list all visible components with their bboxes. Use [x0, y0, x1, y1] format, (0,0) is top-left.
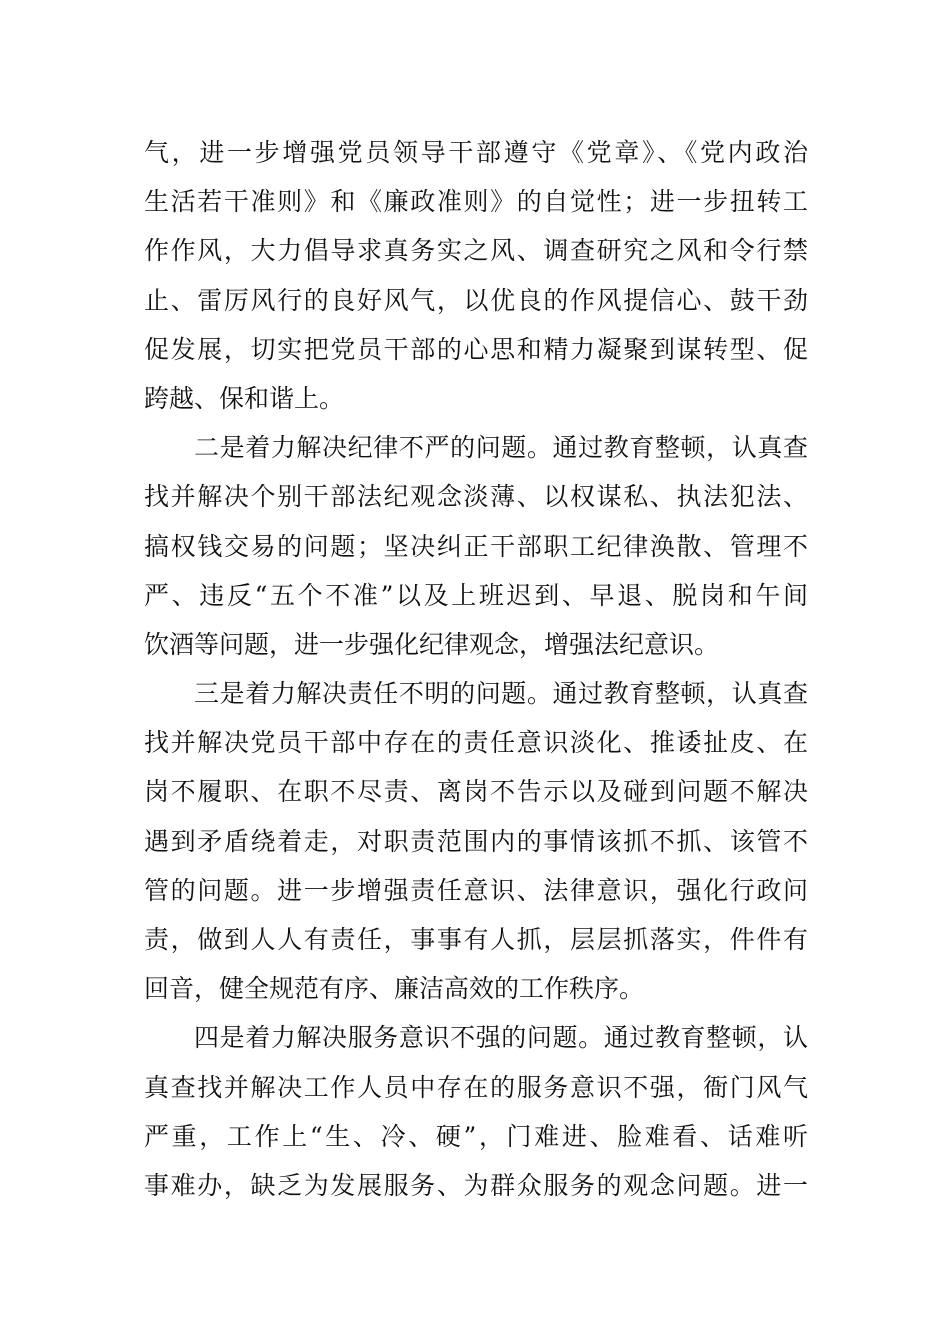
text-line: 三是着力解决责任不明的问题。通过教育整顿，认真查 [194, 679, 808, 709]
paragraph [144, 423, 808, 669]
paragraph [144, 669, 808, 1013]
text-line: 气，进一步增强党员领导干部遵守《党章》、《党内政治 [144, 138, 808, 167]
text-line: 岗不履职、在职不尽责、离岗不告示以及碰到问题不解决 [144, 777, 808, 807]
document-body [144, 128, 808, 1210]
text-line: 真查找并解决工作人员中存在的服务意识不强，衙门风气 [144, 1072, 808, 1102]
paragraph [144, 128, 808, 423]
text-line: 回音，健全规范有序、廉洁高效的工作秩序。 [144, 974, 645, 1004]
text-line: 找并解决党员干部中存在的责任意识淡化、推诿扯皮、在 [144, 728, 808, 758]
text-line: 严、违反“五个不准”以及上班迟到、早退、脱岗和午间 [144, 580, 808, 610]
text-line: 跨越、保和谐上。 [144, 383, 345, 413]
text-line: 促发展，切实把党员干部的心思和精力凝聚到谋转型、促 [144, 334, 808, 364]
text-line: 事难办，缺乏为发展服务、为群众服务的观念问题。进一 [144, 1170, 808, 1200]
text-line: 管的问题。进一步增强责任意识、法律意识，强化行政问 [144, 875, 808, 905]
text-line: 严重，工作上“生、冷、硬”，门难进、脸难看、话难听 [144, 1121, 808, 1151]
text-line: 遇到矛盾绕着走，对职责范围内的事情该抓不抓、该管不 [144, 826, 808, 856]
text-line: 饮酒等问题，进一步强化纪律观念，增强法纪意识。 [144, 629, 720, 659]
text-line: 搞权钱交易的问题；坚决纠正干部职工纪律涣散、管理不 [144, 531, 808, 561]
paragraph [144, 1013, 808, 1210]
text-line: 生活若干准则》和《廉政准则》的自觉性；进一步扭转工 [144, 187, 808, 217]
text-line: 责，做到人人有责任，事事有人抓，层层抓落实，件件有 [144, 925, 808, 954]
text-line: 作作风，大力倡导求真务实之风、调查研究之风和令行禁 [144, 236, 808, 266]
text-line: 找并解决个别干部法纪观念淡薄、以权谋私、执法犯法、 [144, 482, 808, 512]
text-line: 四是着力解决服务意识不强的问题。通过教育整顿，认 [194, 1023, 808, 1053]
text-line: 止、雷厉风行的良好风气，以优良的作风提信心、鼓干劲 [144, 285, 808, 315]
text-line: 二是着力解决纪律不严的问题。通过教育整顿，认真查 [194, 433, 808, 463]
